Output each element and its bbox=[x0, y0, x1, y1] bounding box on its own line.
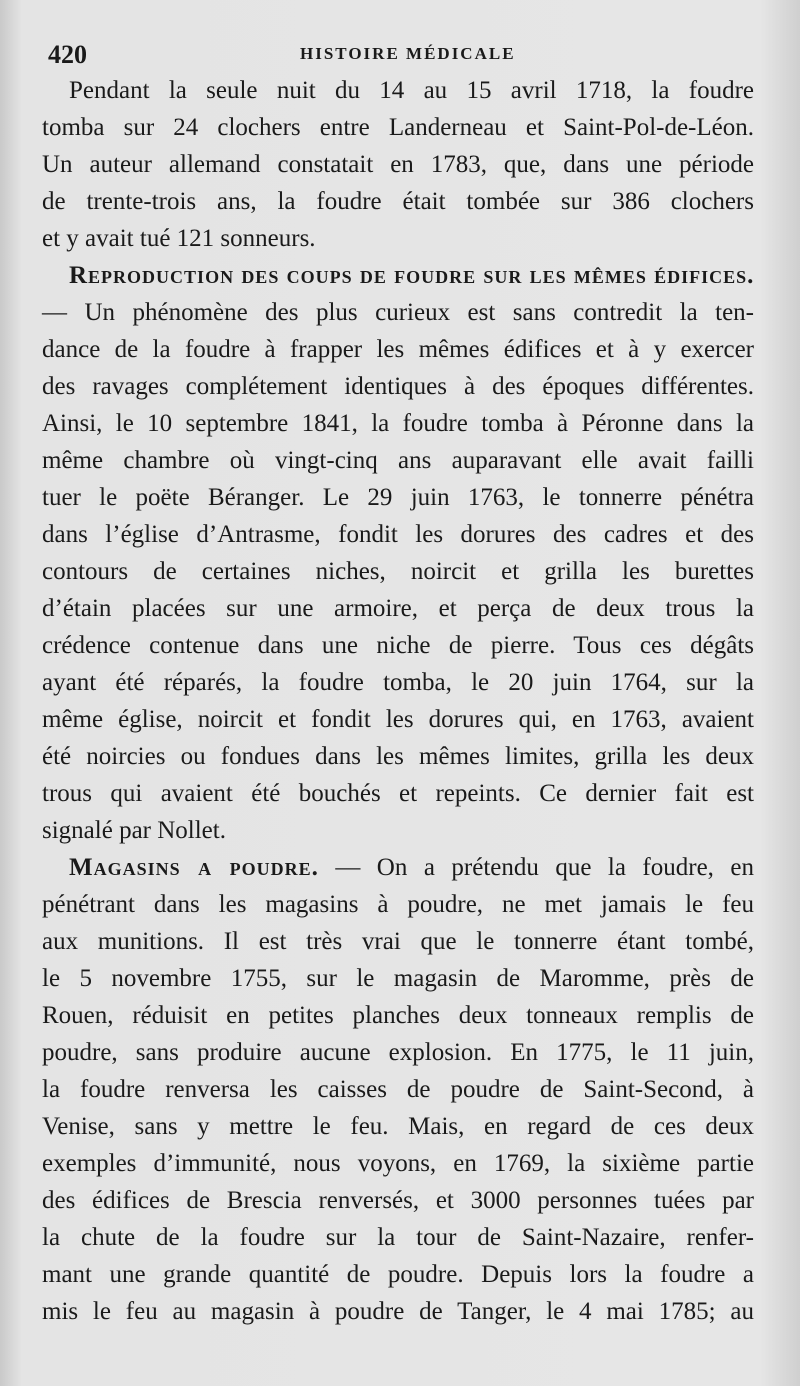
text-line: Un auteur allemand constatait en 1783, que, dans une période bbox=[42, 151, 754, 178]
section-heading-magasins: Magasins a poudre. bbox=[69, 854, 319, 881]
text-line: des édifices de Brescia renversés, et 3000 personnes tuées par bbox=[42, 1187, 754, 1214]
text-line: Venise, sans y mettre le feu. Mais, en regard de ces deux bbox=[42, 1113, 754, 1140]
text-line: dance de la foudre à frapper les mêmes édifices et à y exercer bbox=[42, 336, 754, 363]
text-line: crédence contenue dans une niche de pierre. Tous ces dégâts bbox=[42, 632, 754, 659]
text-line: le 5 novembre 1755, sur le magasin de Maromme, près de bbox=[42, 965, 754, 992]
text-line: de trente-trois ans, la foudre était tombée sur 386 clochers bbox=[42, 188, 754, 215]
text-line: la foudre renversa les caisses de poudre de Saint-Second, à bbox=[42, 1076, 754, 1103]
text-line: exemples d’immunité, nous voyons, en 1769, la sixième partie bbox=[42, 1150, 754, 1177]
text-line: Rouen, réduisit en petites planches deux tonneaux remplis de bbox=[42, 1002, 754, 1029]
text-line: ayant été réparés, la foudre tomba, le 20 juin 1764, sur la bbox=[42, 669, 754, 696]
running-head bbox=[42, 38, 754, 72]
text-line: pénétrant dans les magasins à poudre, ne met jamais le feu bbox=[42, 891, 754, 918]
text-line: et y avait tué 121 sonneurs. bbox=[42, 225, 316, 252]
text-line: signalé par Nollet. bbox=[42, 817, 226, 844]
text-line: trous qui avaient été bouchés et repeints. Ce dernier fait est bbox=[42, 780, 754, 807]
text-line: même église, noircit et fondit les dorures qui, en 1763, avaient bbox=[42, 706, 754, 733]
text-line: contours de certaines niches, noircit et grilla les burettes bbox=[42, 558, 754, 585]
text-line: tomba sur 24 clochers entre Landerneau et Saint-Pol-de-Léon. bbox=[42, 114, 754, 141]
body-text bbox=[42, 72, 754, 1330]
text-line-fragment: — On a prétendu que la foudre, en bbox=[335, 854, 754, 881]
text-line: été noircies ou fondues dans les mêmes limites, grilla les deux bbox=[42, 743, 754, 770]
text-line: des ravages complétement identiques à des époques différentes. bbox=[42, 373, 754, 400]
text-line: dans l’église d’Antrasme, fondit les dorures des cadres et des bbox=[42, 521, 754, 548]
text-line: Pendant la seule nuit du 14 au 15 avril 1718, la foudre bbox=[69, 77, 754, 104]
text-line: Ainsi, le 10 septembre 1841, la foudre tomba à Péronne dans la bbox=[42, 410, 754, 437]
page-number: 420 bbox=[48, 40, 87, 69]
text-line: la chute de la foudre sur la tour de Saint-Nazaire, renfer- bbox=[42, 1224, 754, 1251]
text-line: poudre, sans produire aucune explosion. En 1775, le 11 juin, bbox=[42, 1039, 754, 1066]
text-line: mis le feu au magasin à poudre de Tanger, le 4 mai 1785; au bbox=[42, 1298, 754, 1325]
section-heading-reproduction: Reproduction des coups de foudre sur les mêmes édifices. bbox=[69, 262, 755, 289]
text-line: même chambre où vingt-cinq ans auparavant elle avait failli bbox=[42, 447, 754, 474]
text-line: d’étain placées sur une armoire, et perça de deux trous la bbox=[42, 595, 754, 622]
magasins-paragraph-start bbox=[42, 849, 754, 886]
running-title: HISTOIRE MÉDICALE bbox=[300, 44, 516, 63]
text-line: tuer le poëte Béranger. Le 29 juin 1763, le tonnerre pénétra bbox=[42, 484, 754, 511]
text-line: mant une grande quantité de poudre. Depuis lors la foudre a bbox=[42, 1261, 754, 1288]
text-line: aux munitions. Il est très vrai que le tonnerre étant tombé, bbox=[42, 928, 754, 955]
text-line: — Un phénomène des plus curieux est sans contredit la ten- bbox=[42, 299, 754, 326]
